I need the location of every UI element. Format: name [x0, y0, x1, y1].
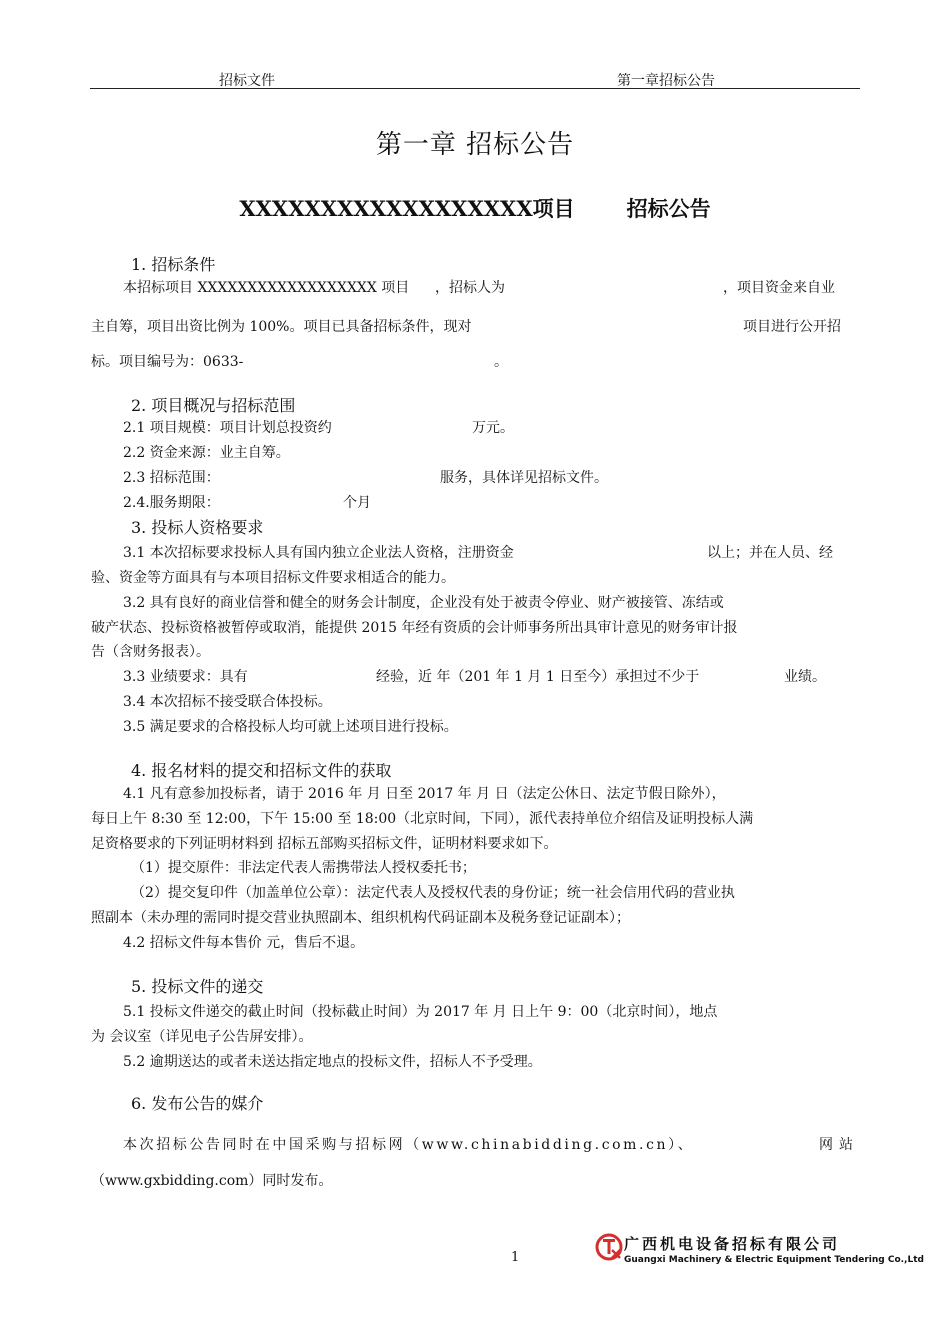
s4-p3-a: （2）提交复印件（加盖单位公章）：法定代表人及授权代表的身份证；统一社会信用代码的营业执 [131, 885, 735, 901]
s4-p1-a: 4.1 凡有意参加投标者，请于 2016 年 月 日至 2017 年 月 日（法定公休日、法定节假日除外）， [123, 786, 726, 802]
s3-p3-b: 经验，近 年（201 年 1 月 1 日至今）承担过不少于 [376, 669, 700, 685]
section-4-heading: 4. 报名材料的提交和招标文件的获取 [131, 761, 392, 780]
s2-line4-b: 个月 [343, 495, 371, 511]
s1-line3-b: 。 [494, 354, 508, 370]
s4-p4: 4.2 招标文件每本售价 元，售后不退。 [123, 935, 365, 951]
s3-p5: 3.5 满足要求的合格投标人均可就上述项目进行投标。 [123, 719, 458, 735]
section-1-heading: 1. 招标条件 [131, 255, 216, 274]
s3-p1-c: 验、资金等方面具有与本项目招标文件要求相适合的能力。 [91, 570, 455, 586]
s1-line1-c: ，项目资金来自业 [723, 280, 835, 296]
chapter-title: 第一章 招标公告 [375, 130, 575, 160]
section-5-heading: 5. 投标文件的递交 [131, 977, 264, 996]
header-left: 招标文件 [219, 73, 275, 89]
s5-p1-a: 5.1 投标文件递交的截止时间（投标截止时间）为 2017 年 月 日上午 9：00（北京时间），地点 [123, 1004, 718, 1020]
s6-line2: （www.gxbidding.com）同时发布。 [91, 1173, 333, 1189]
s5-p2: 5.2 逾期送达的或者未送达指定地点的投标文件，招标人不予受理。 [123, 1054, 542, 1070]
s1-line3-a: 标。项目编号为：0633- [91, 354, 244, 370]
s4-p1-c: 足资格要求的下列证明材料到 招标五部购买招标文件，证明材料要求如下。 [91, 836, 558, 852]
section-3-heading: 3. 投标人资格要求 [131, 518, 264, 537]
s2-line1-b: 万元。 [472, 420, 514, 436]
s1-line2-a: 主自筹，项目出资比例为 100%。项目已具备招标条件，现对 [91, 319, 472, 335]
page-number: 1 [511, 1250, 520, 1265]
s3-p1-b: 以上；并在人员、经 [707, 545, 833, 561]
s6-line1-b: 网站 [819, 1137, 859, 1153]
section-6-heading: 6. 发布公告的媒介 [131, 1094, 264, 1113]
s1-line2-b: 项目进行公开招 [743, 319, 841, 335]
s2-line1-a: 2.1 项目规模：项目计划总投资约 [123, 420, 332, 436]
s2-line2: 2.2 资金来源：业主自筹。 [123, 445, 290, 461]
project-suffix: 项目 [532, 196, 575, 221]
company-name-en: Guangxi Machinery & Electric Equipment Tendering Co.,Ltd [624, 1255, 924, 1265]
s3-p2-c: 告（含财务报表）。 [91, 644, 210, 660]
project-code: XXXXXXXXXXXXXXXXXX [239, 196, 533, 221]
company-logo-icon [594, 1230, 624, 1264]
s5-p1-b: 为 会议室（详见电子公告屏安排）。 [91, 1029, 313, 1045]
s4-p3-b: 照副本（未办理的需同时提交营业执照副本、组织机构代码证副本及税务登记证副本）； [91, 910, 630, 926]
s4-p2: （1）提交原件：非法定代表人需携带法人授权委托书； [131, 860, 476, 876]
project-title [0, 193, 950, 223]
s2-line4-a: 2.4.服务期限： [123, 495, 220, 511]
s2-line3-a: 2.3 招标范围： [123, 470, 220, 486]
company-name-cn: 广西机电设备招标有限公司 [624, 1235, 841, 1253]
header-rule [90, 88, 860, 89]
s6-line1-a: 本次招标公告同时在中国采购与招标网（www.chinabidding.com.cn）、 [123, 1137, 695, 1153]
s4-p1-b: 每日上午 8:30 至 12:00，下午 15:00 至 18:00（北京时间，下同），派代表持单位介绍信及证明投标人满 [91, 811, 754, 827]
s1-line1-b: ，招标人为 [435, 280, 505, 296]
s3-p3-a: 3.3 业绩要求：具有 [123, 669, 248, 685]
header-right: 第一章招标公告 [617, 73, 715, 89]
s3-p4: 3.4 本次招标不接受联合体投标。 [123, 694, 332, 710]
s3-p1-a: 3.1 本次招标要求投标人具有国内独立企业法人资格，注册资金 [123, 545, 514, 561]
s3-p3-c: 业绩。 [784, 669, 826, 685]
s3-p2-b: 破产状态、投标资格被暂停或取消，能提供 2015 年经有资质的会计师事务所出具审计意见的财务审计报 [91, 620, 738, 636]
s1-line1-a: 本招标项目 XXXXXXXXXXXXXXXXXX 项目 [123, 280, 410, 296]
s2-line3-b: 服务，具体详见招标文件。 [440, 470, 608, 486]
section-2-heading: 2. 项目概况与招标范围 [131, 396, 296, 415]
s3-p2-a: 3.2 具有良好的商业信誉和健全的财务会计制度，企业没有处于被责令停业、财产被接管、冻结或 [123, 595, 724, 611]
notice-title: 招标公告 [626, 196, 711, 221]
